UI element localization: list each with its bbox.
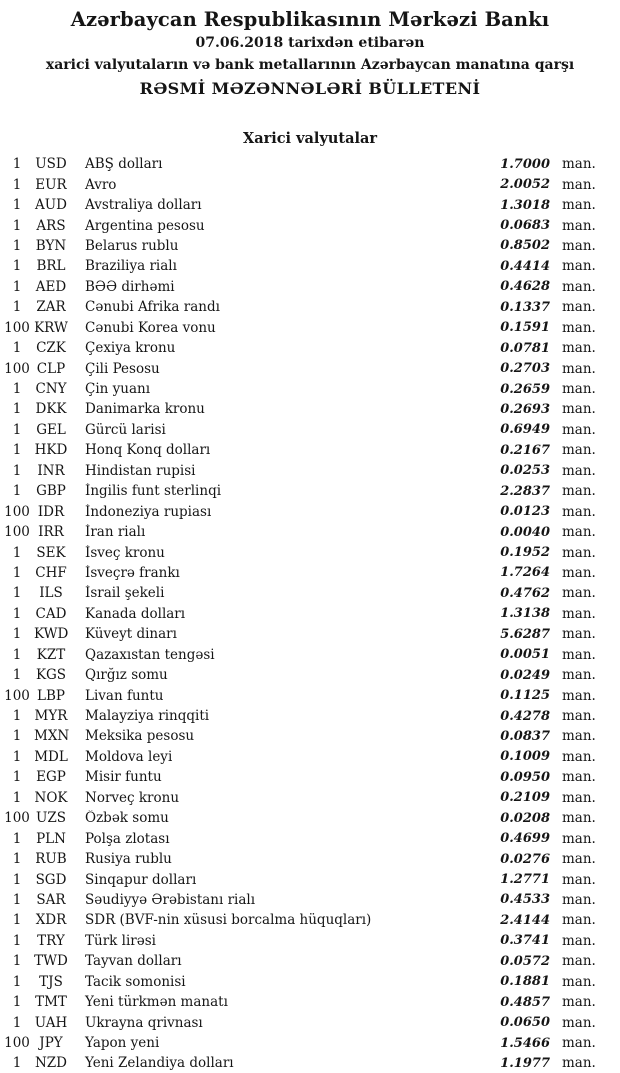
currency-name: Argentina pesosu — [85, 217, 205, 234]
currency-rate: 1.5466 — [500, 1035, 550, 1051]
currency-rate-row — [0, 747, 620, 767]
currency-quantity: 100 — [4, 1035, 30, 1052]
currency-quantity: 1 — [12, 728, 22, 745]
currency-rate: 0.4414 — [500, 258, 550, 274]
currency-rate: 0.4857 — [500, 994, 550, 1010]
rate-unit: man. — [562, 646, 596, 663]
rate-unit: man. — [562, 319, 596, 336]
currency-quantity: 1 — [12, 932, 22, 949]
currency-rate-row — [0, 767, 620, 787]
currency-name: Yeni türkmən manatı — [85, 994, 228, 1011]
currency-rate-row — [0, 481, 620, 501]
currency-rate-row — [0, 154, 620, 174]
currency-quantity: 1 — [12, 299, 22, 316]
currency-rate: 0.2167 — [500, 442, 550, 458]
currency-code: TMT — [35, 994, 67, 1011]
currency-rate-row — [0, 645, 620, 665]
rate-unit: man. — [562, 237, 596, 254]
currency-code: SGD — [35, 871, 67, 888]
currency-name: Ukrayna qrivnası — [85, 1014, 203, 1031]
currency-code: ARS — [36, 217, 66, 234]
currency-rate: 0.2659 — [500, 381, 550, 397]
currency-rate: 0.2703 — [500, 361, 550, 377]
currency-quantity: 1 — [12, 789, 22, 806]
currency-rate: 0.0572 — [500, 953, 550, 969]
currency-quantity: 1 — [12, 564, 22, 581]
currency-rate-row — [0, 338, 620, 358]
currency-quantity: 1 — [12, 626, 22, 643]
currency-rate-row — [0, 542, 620, 562]
currency-rate: 0.0683 — [500, 218, 550, 234]
currency-code: TRY — [37, 932, 65, 949]
currency-quantity: 1 — [12, 462, 22, 479]
currency-name: İsveçrə frankı — [85, 564, 180, 581]
bulletin-header — [0, 6, 620, 101]
currency-quantity: 1 — [12, 851, 22, 868]
currency-code: IDR — [37, 503, 65, 520]
currency-quantity: 1 — [12, 646, 22, 663]
currency-name: BƏƏ dirhəmi — [85, 278, 175, 295]
currency-code: INR — [37, 462, 65, 479]
currency-rate: 0.4628 — [500, 279, 550, 295]
currency-name: Malayziya rinqqiti — [85, 708, 210, 725]
currency-name: Hindistan rupisi — [85, 462, 196, 479]
bank-title: Azərbaycan Respublikasının Mərkəzi Bankı — [70, 8, 550, 31]
currency-rate: 2.2837 — [500, 483, 550, 499]
currency-name: Polşa zlotası — [85, 830, 170, 847]
currency-code: ILS — [39, 585, 63, 602]
currency-rate: 2.4144 — [500, 912, 550, 928]
rate-unit: man. — [562, 421, 596, 438]
rate-unit: man. — [562, 176, 596, 193]
rate-unit: man. — [562, 708, 596, 725]
currency-rate: 0.0276 — [500, 851, 550, 867]
currency-name: Türk lirəsi — [85, 932, 156, 949]
currency-code: KWD — [34, 626, 69, 643]
currency-quantity: 100 — [4, 687, 30, 704]
currency-name: Yapon yeni — [85, 1035, 160, 1052]
rate-unit: man. — [562, 728, 596, 745]
currency-name: Danimarka kronu — [85, 401, 205, 418]
currency-code: CAD — [35, 605, 67, 622]
currency-rate-row — [0, 399, 620, 419]
currency-quantity: 1 — [12, 769, 22, 786]
currency-name: Livan funtu — [85, 687, 164, 704]
currency-name: Braziliya rialı — [85, 258, 177, 275]
rate-unit: man. — [562, 912, 596, 929]
rate-unit: man. — [562, 789, 596, 806]
currency-rate-row — [0, 440, 620, 460]
rate-unit: man. — [562, 360, 596, 377]
rate-unit: man. — [562, 401, 596, 418]
currency-rate-row — [0, 318, 620, 338]
currency-quantity: 1 — [12, 381, 22, 398]
currency-code: JPY — [39, 1035, 63, 1052]
currency-quantity: 1 — [12, 1014, 22, 1031]
currency-code: UZS — [35, 810, 66, 827]
currency-rate-row — [0, 583, 620, 603]
currency-rate: 0.0950 — [500, 769, 550, 785]
rate-unit: man. — [562, 483, 596, 500]
currency-code: XDR — [35, 912, 67, 929]
currency-rate-row — [0, 461, 620, 481]
rate-unit: man. — [562, 299, 596, 316]
currency-rate-row — [0, 379, 620, 399]
currency-rate: 0.0837 — [500, 728, 550, 744]
currency-quantity: 1 — [12, 401, 22, 418]
currency-rate-row — [0, 1053, 620, 1073]
currency-name: Qırğız somu — [85, 667, 168, 684]
currency-quantity: 1 — [12, 217, 22, 234]
currency-quantity: 1 — [12, 912, 22, 929]
rate-unit: man. — [562, 667, 596, 684]
currency-rate-row — [0, 788, 620, 808]
currency-rate-row — [0, 849, 620, 869]
currency-quantity: 100 — [4, 503, 30, 520]
currency-rate-row — [0, 604, 620, 624]
currency-rate-row — [0, 297, 620, 317]
rate-unit: man. — [562, 769, 596, 786]
currency-rate-row — [0, 624, 620, 644]
currency-code: TJS — [39, 973, 63, 990]
currency-rate-row — [0, 501, 620, 521]
section-title-foreign-currencies: Xarici valyutalar — [242, 130, 378, 147]
currency-rate: 0.6949 — [500, 422, 550, 438]
currency-quantity: 1 — [12, 708, 22, 725]
rate-unit: man. — [562, 932, 596, 949]
currency-name: İran rialı — [85, 524, 146, 541]
currency-rate-row — [0, 685, 620, 705]
currency-code: AUD — [35, 197, 67, 214]
currency-rate-row — [0, 1012, 620, 1032]
currency-rate-row — [0, 665, 620, 685]
rate-unit: man. — [562, 871, 596, 888]
currency-quantity: 1 — [12, 830, 22, 847]
currency-rate-row — [0, 522, 620, 542]
currency-name: Kanada dolları — [85, 605, 186, 622]
currency-rate: 0.0249 — [500, 667, 550, 683]
currency-code: EUR — [35, 176, 67, 193]
currency-quantity: 1 — [12, 197, 22, 214]
currency-rate: 5.6287 — [500, 626, 550, 642]
currency-code: CZK — [36, 340, 66, 357]
currency-rate: 0.0208 — [500, 810, 550, 826]
currency-code: KZT — [36, 646, 66, 663]
currency-code: DKK — [35, 401, 67, 418]
rate-unit: man. — [562, 217, 596, 234]
currency-rate: 0.0051 — [500, 647, 550, 663]
currency-rate: 0.0650 — [500, 1015, 550, 1031]
currency-quantity: 1 — [12, 748, 22, 765]
currency-code: ZAR — [36, 299, 66, 316]
bulletin-title: RƏSMİ MƏZƏNNƏLƏRİ BÜLLETENİ — [139, 79, 481, 98]
currency-name: Tayvan dolları — [85, 953, 182, 970]
currency-rate: 0.0253 — [500, 463, 550, 479]
currency-code: SAR — [36, 891, 66, 908]
currency-rate-row — [0, 972, 620, 992]
currency-quantity: 1 — [12, 1055, 22, 1072]
rate-unit: man. — [562, 462, 596, 479]
currency-quantity: 1 — [12, 544, 22, 561]
currency-rate: 0.0123 — [500, 504, 550, 520]
currency-name: Norveç kronu — [85, 789, 180, 806]
currency-name: İngilis funt sterlinqi — [85, 483, 222, 500]
currency-code: CLP — [36, 360, 66, 377]
currency-rate: 0.8502 — [500, 238, 550, 254]
currency-name: Səudiyyə Ərəbistanı rialı — [85, 891, 256, 908]
rate-unit: man. — [562, 1055, 596, 1072]
rate-unit: man. — [562, 748, 596, 765]
currency-code: MYR — [34, 708, 68, 725]
currency-code: SEK — [36, 544, 66, 561]
currency-rate: 1.7264 — [500, 565, 550, 581]
currency-quantity: 1 — [12, 605, 22, 622]
currency-quantity: 100 — [4, 810, 30, 827]
currency-name: İsveç kronu — [85, 544, 165, 561]
currency-rate-row — [0, 726, 620, 746]
currency-quantity: 1 — [12, 442, 22, 459]
currency-name: Avstraliya dolları — [85, 197, 202, 214]
currency-name: Gürcü larisi — [85, 421, 166, 438]
currency-rate: 1.3018 — [500, 197, 550, 213]
rate-unit: man. — [562, 258, 596, 275]
currency-quantity: 1 — [12, 953, 22, 970]
currency-name: Tacik somonisi — [85, 973, 186, 990]
currency-rate-row — [0, 1033, 620, 1053]
currency-rate-row — [0, 236, 620, 256]
currency-code: TWD — [34, 953, 68, 970]
currency-quantity: 1 — [12, 421, 22, 438]
currency-rate: 1.1977 — [500, 1055, 550, 1071]
rate-unit: man. — [562, 585, 596, 602]
currency-code: PLN — [36, 830, 66, 847]
currency-rate-row — [0, 277, 620, 297]
currency-code: CNY — [35, 381, 67, 398]
rate-unit: man. — [562, 994, 596, 1011]
currency-rate-row — [0, 563, 620, 583]
currency-rate: 1.2771 — [500, 872, 550, 888]
currency-rate: 2.0052 — [500, 177, 550, 193]
currency-name: Küveyt dinarı — [85, 626, 177, 643]
rate-unit: man. — [562, 687, 596, 704]
currency-rate-row — [0, 890, 620, 910]
currency-code: NOK — [34, 789, 68, 806]
currency-name: Cənubi Afrika randı — [85, 299, 220, 316]
currency-rate-row — [0, 358, 620, 378]
currency-name: SDR (BVF-nin xüsusi borcalma hüquqları) — [85, 912, 372, 929]
currency-code: EGP — [36, 769, 66, 786]
currency-rate-row — [0, 215, 620, 235]
currency-rate-row — [0, 808, 620, 828]
currency-name: Avro — [85, 176, 117, 193]
currency-code: LBP — [37, 687, 65, 704]
currency-name: Sinqapur dolları — [85, 871, 197, 888]
rate-unit: man. — [562, 381, 596, 398]
currency-rate: 0.2693 — [500, 401, 550, 417]
rate-unit: man. — [562, 626, 596, 643]
rate-unit: man. — [562, 1014, 596, 1031]
currency-name: Qazaxıstan tengəsi — [85, 646, 215, 663]
currency-rates-table — [0, 154, 620, 1073]
currency-rate-row — [0, 195, 620, 215]
currency-rate: 0.1952 — [500, 545, 550, 561]
currency-name: Çin yuanı — [85, 381, 151, 398]
currency-code: RUB — [35, 851, 67, 868]
currency-name: Çili Pesosu — [85, 360, 160, 377]
currency-quantity: 1 — [12, 585, 22, 602]
currency-name: Yeni Zelandiya dolları — [85, 1055, 234, 1072]
currency-rate-row — [0, 420, 620, 440]
currency-code: BRL — [36, 258, 66, 275]
rate-unit: man. — [562, 156, 596, 173]
currency-rate-row — [0, 828, 620, 848]
rate-unit: man. — [562, 830, 596, 847]
currency-code: KRW — [34, 319, 68, 336]
currency-rate: 0.1591 — [500, 320, 550, 336]
rate-unit: man. — [562, 340, 596, 357]
currency-code: UAH — [34, 1014, 68, 1031]
currency-name: Çexiya kronu — [85, 340, 176, 357]
currency-code: MDL — [34, 748, 68, 765]
currency-quantity: 1 — [12, 973, 22, 990]
currency-name: Meksika pesosu — [85, 728, 195, 745]
currency-rate: 0.1009 — [500, 749, 550, 765]
currency-rate-row — [0, 869, 620, 889]
currency-name: Honq Konq dolları — [85, 442, 211, 459]
currency-rate: 0.4699 — [500, 831, 550, 847]
currency-code: KGS — [35, 667, 67, 684]
currency-rate: 1.3138 — [500, 606, 550, 622]
currency-code: IRR — [38, 524, 64, 541]
currency-code: NZD — [34, 1055, 68, 1072]
currency-quantity: 1 — [12, 483, 22, 500]
currency-rate-row — [0, 174, 620, 194]
currency-rate: 0.2109 — [500, 790, 550, 806]
currency-name: Cənubi Korea vonu — [85, 319, 216, 336]
currency-code: USD — [35, 156, 67, 173]
currency-rate-row — [0, 951, 620, 971]
currency-rate: 0.1337 — [500, 299, 550, 315]
currency-name: İndoneziya rupiası — [85, 503, 212, 520]
effective-date-line: 07.06.2018 tarixdən etibarən — [195, 35, 425, 51]
currency-rate: 0.3741 — [500, 933, 550, 949]
currency-quantity: 100 — [4, 319, 30, 336]
currency-rate-row — [0, 706, 620, 726]
currency-rate: 0.4762 — [500, 585, 550, 601]
currency-rate-row — [0, 992, 620, 1012]
currency-quantity: 1 — [12, 667, 22, 684]
currency-code: BYN — [35, 237, 67, 254]
rate-unit: man. — [562, 1035, 596, 1052]
rate-unit: man. — [562, 810, 596, 827]
currency-rate-row — [0, 910, 620, 930]
currency-quantity: 1 — [12, 891, 22, 908]
rate-unit: man. — [562, 973, 596, 990]
currency-code: MXN — [34, 728, 70, 745]
currency-quantity: 1 — [12, 278, 22, 295]
rate-unit: man. — [562, 544, 596, 561]
currency-name: ABŞ dolları — [85, 156, 163, 173]
currency-name: Moldova leyi — [85, 748, 173, 765]
currency-rate: 0.0781 — [500, 340, 550, 356]
currency-rate: 0.1125 — [500, 688, 550, 704]
currency-quantity: 1 — [12, 258, 22, 275]
currency-quantity: 1 — [12, 340, 22, 357]
currency-code: HKD — [34, 442, 68, 459]
rate-unit: man. — [562, 851, 596, 868]
currency-quantity: 100 — [4, 360, 30, 377]
currency-quantity: 1 — [12, 871, 22, 888]
currency-code: CHF — [35, 564, 67, 581]
currency-name: Belarus rublu — [85, 237, 179, 254]
currency-code: GBP — [36, 483, 66, 500]
currency-quantity: 1 — [12, 156, 22, 173]
currency-quantity: 1 — [12, 237, 22, 254]
currency-name: İsrail şekeli — [85, 585, 165, 602]
subtitle-line: xarici valyutaların və bank metallarının Azərbaycan manatına qarşı — [45, 56, 575, 73]
currency-rate: 0.4278 — [500, 708, 550, 724]
rate-unit: man. — [562, 891, 596, 908]
currency-rate: 0.1881 — [500, 974, 550, 990]
currency-name: Misir funtu — [85, 769, 162, 786]
currency-quantity: 100 — [4, 524, 30, 541]
currency-rate-row — [0, 931, 620, 951]
currency-name: Rusiya rublu — [85, 851, 172, 868]
rate-unit: man. — [562, 564, 596, 581]
rate-unit: man. — [562, 953, 596, 970]
currency-code: AED — [35, 278, 67, 295]
currency-rate: 1.7000 — [500, 156, 550, 172]
rate-unit: man. — [562, 503, 596, 520]
rate-unit: man. — [562, 524, 596, 541]
currency-rate-row — [0, 256, 620, 276]
currency-code: GEL — [36, 421, 66, 438]
currency-quantity: 1 — [12, 176, 22, 193]
currency-name: Özbək somu — [85, 810, 169, 827]
rate-unit: man. — [562, 605, 596, 622]
currency-quantity: 1 — [12, 994, 22, 1011]
rate-unit: man. — [562, 197, 596, 214]
rate-unit: man. — [562, 442, 596, 459]
currency-rate: 0.0040 — [500, 524, 550, 540]
rate-unit: man. — [562, 278, 596, 295]
currency-rate: 0.4533 — [500, 892, 550, 908]
